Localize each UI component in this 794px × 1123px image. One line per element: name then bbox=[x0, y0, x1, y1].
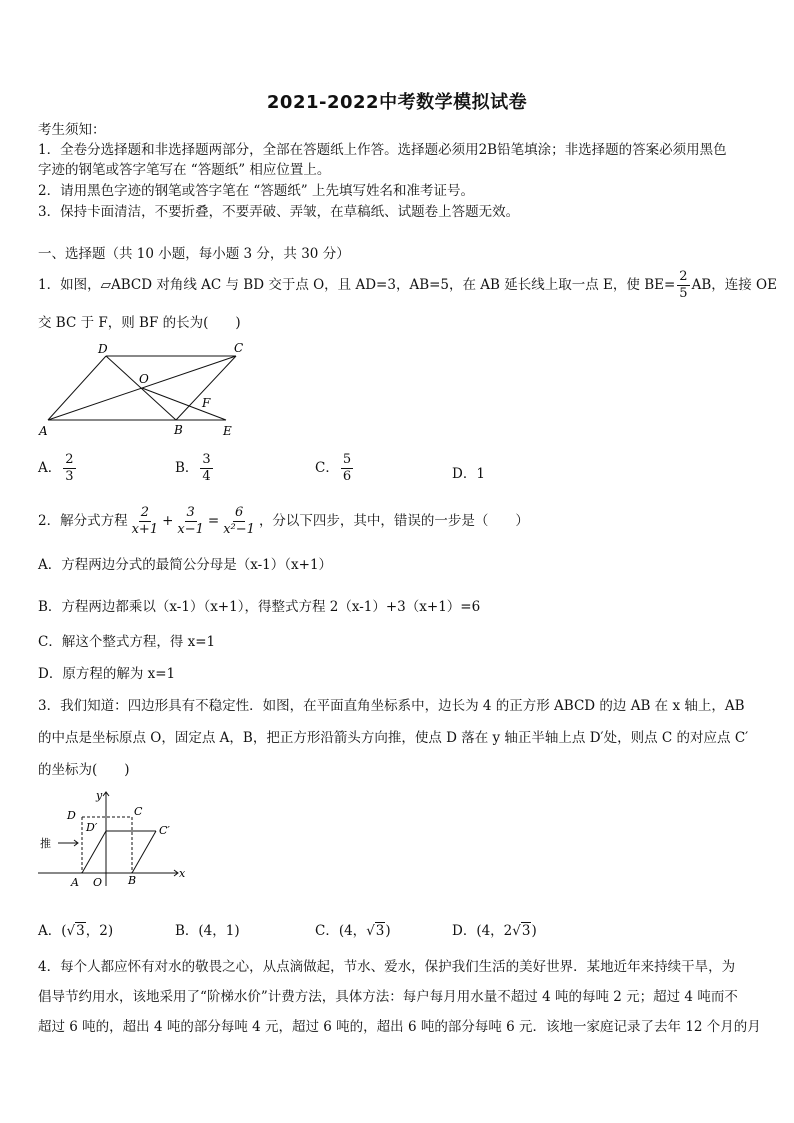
q1-text-b: AB，连接 OE bbox=[691, 277, 777, 293]
label-C-prime: C′ bbox=[159, 824, 170, 837]
q3-figure bbox=[36, 786, 196, 892]
q4-stem-line: 超过 6 吨的，超出 4 吨的部分每吨 4 元，超过 6 吨的，超出 6 吨的部分每吨 6 元．该地一家庭记录了去年 12 个月的月 bbox=[38, 1019, 761, 1035]
notice-item: 1．全卷分选择题和非选择题两部分，全部在答题纸上作答。选择题必须用2B铅笔填涂；非选择题的答案必须用黑色 bbox=[38, 142, 727, 158]
q3-option-a[interactable]: A．(√3，2) bbox=[38, 923, 114, 939]
q1-figure bbox=[36, 338, 256, 442]
label-D: D bbox=[98, 342, 108, 356]
label-E: E bbox=[223, 424, 232, 438]
label-push: 推 bbox=[40, 837, 51, 850]
q2-option-b[interactable]: B．方程两边都乘以（x-1）（x+1），得整式方程 2（x-1）+3（x+1）=6 bbox=[38, 599, 481, 615]
label-C: C bbox=[234, 341, 244, 355]
label-x: x bbox=[179, 867, 186, 880]
q1-stem-cont: 交 BC 于 F，则 BF 的长为( ) bbox=[38, 315, 241, 331]
label-B: B bbox=[128, 874, 137, 887]
sqrt-sign: √ bbox=[366, 923, 375, 939]
q3-stem-line: 的坐标为( ) bbox=[38, 762, 130, 778]
label-B: B bbox=[174, 423, 183, 437]
sqrt-sign: √ bbox=[66, 923, 76, 939]
q1-stem bbox=[38, 268, 777, 302]
label-C: C bbox=[134, 805, 143, 818]
q1-option-a[interactable]: A． $\frac{2}{3}$ bbox=[38, 452, 74, 484]
q3-option-c[interactable]: C．(4，√3) bbox=[315, 923, 391, 939]
q2-stem: 2．解分式方程 $\frac{2}{x+1}$ + $\frac{3}{x-1}$ = $\frac{6}{\text{x²−1}}$ ，分以下四步，其中，错误的一步是（ ） bbox=[38, 505, 529, 537]
label-D: D bbox=[67, 809, 76, 822]
notice-heading: 考生须知： bbox=[38, 122, 106, 138]
q1-option-d[interactable]: D．1 bbox=[452, 466, 485, 482]
label-O: O bbox=[139, 372, 149, 386]
q2-option-c[interactable]: C．解这个整式方程，得 x=1 bbox=[38, 634, 216, 650]
page-title: 2021-2022中考数学模拟试卷 bbox=[266, 92, 528, 113]
section-heading: 一、选择题（共 10 小题，每小题 3 分，共 30 分） bbox=[38, 246, 350, 262]
q3-option-b[interactable]: B．(4，1) bbox=[175, 923, 240, 939]
label-A: A bbox=[39, 424, 48, 438]
q1-fraction: $\frac{2}{5}$ bbox=[679, 269, 688, 301]
q2-option-a[interactable]: A．方程两边分式的最简公分母是（x-1）（x+1） bbox=[38, 557, 333, 573]
q2-option-d[interactable]: D．原方程的解为 x=1 bbox=[38, 666, 176, 682]
notice-item: 2．请用黑色字迹的钢笔或答字笔在 “答题纸” 上先填写姓名和准考证号。 bbox=[38, 183, 474, 199]
q1-option-b[interactable]: B． $\frac{3}{4}$ bbox=[175, 452, 211, 484]
label-D-prime: D′ bbox=[86, 821, 98, 834]
q4-stem-line: 4．每个人都应怀有对水的敬畏之心，从点滴做起，节水、爱水，保护我们生活的美好世界．某地近年来持续干旱，为 bbox=[38, 959, 736, 975]
q3-stem-line: 的中点是坐标原点 O，固定点 A，B，把正方形沿箭头方向推，使点 D 落在 y 轴正半轴上点 D′处，则点 C 的对应点 C′ bbox=[38, 730, 749, 746]
q3-stem-line: 3．我们知道：四边形具有不稳定性．如图，在平面直角坐标系中，边长为 4 的正方形 ABCD 的边 AB 在 x 轴上，AB bbox=[38, 698, 745, 714]
notice-item: 字迹的钢笔或答字笔写在 “答题纸” 相应位置上。 bbox=[38, 162, 331, 178]
label-O: O bbox=[93, 876, 103, 889]
label-y: y bbox=[96, 789, 103, 802]
q1-text-a: 1．如图，▱ABCD 对角线 AC 与 BD 交于点 O，且 AD=3，AB=5，在 AB 延长线上取一点 E，使 BE= bbox=[38, 277, 676, 293]
sqrt-sign: √ bbox=[512, 923, 521, 939]
q4-stem-line: 倡导节约用水，该地采用了“阶梯水价”计费方法，具体方法：每户每月用水量不超过 4 吨的每吨 2 元；超过 4 吨而不 bbox=[38, 989, 738, 1005]
notice-item: 3．保持卡面清洁，不要折叠，不要弄破、弄皱，在草稿纸、试题卷上答题无效。 bbox=[38, 204, 520, 220]
label-F: F bbox=[202, 396, 211, 410]
label-A: A bbox=[71, 876, 79, 889]
q1-option-c[interactable]: C． $\frac{5}{6}$ bbox=[315, 452, 352, 484]
q3-option-d[interactable]: D．(4，2√3) bbox=[452, 923, 537, 939]
